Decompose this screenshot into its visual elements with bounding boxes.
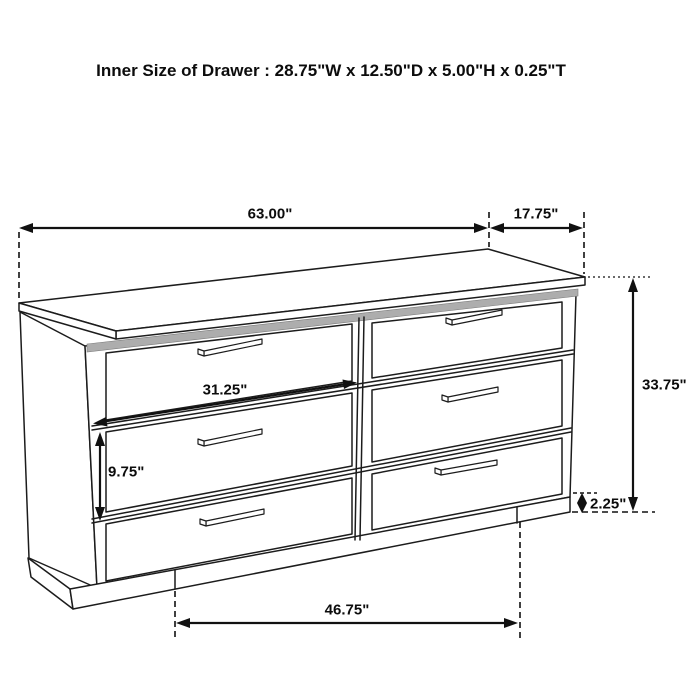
dimension-label-base-height: 2.25": [590, 495, 627, 513]
dim-top-depth-arrow: [490, 223, 583, 233]
dimension-label-drawer-height: 9.75": [108, 463, 145, 481]
dimension-label-top-depth: 17.75": [513, 205, 559, 223]
page-title: Inner Size of Drawer : 28.75"W x 12.50"D x 5.00"H x 0.25"T: [96, 61, 566, 80]
dim-top-width-arrow: [19, 223, 488, 233]
dimension-label-height: 33.75": [642, 376, 687, 394]
dimension-label-drawer-width: 31.25": [202, 381, 248, 399]
dim-base-span-arrow: [176, 618, 518, 628]
dimension-label-top-width: 63.00": [247, 205, 293, 223]
dimension-label-base-span: 46.75": [324, 601, 370, 619]
dim-height-arrow: [628, 278, 638, 511]
dim-base-height-arrow: [577, 493, 587, 513]
